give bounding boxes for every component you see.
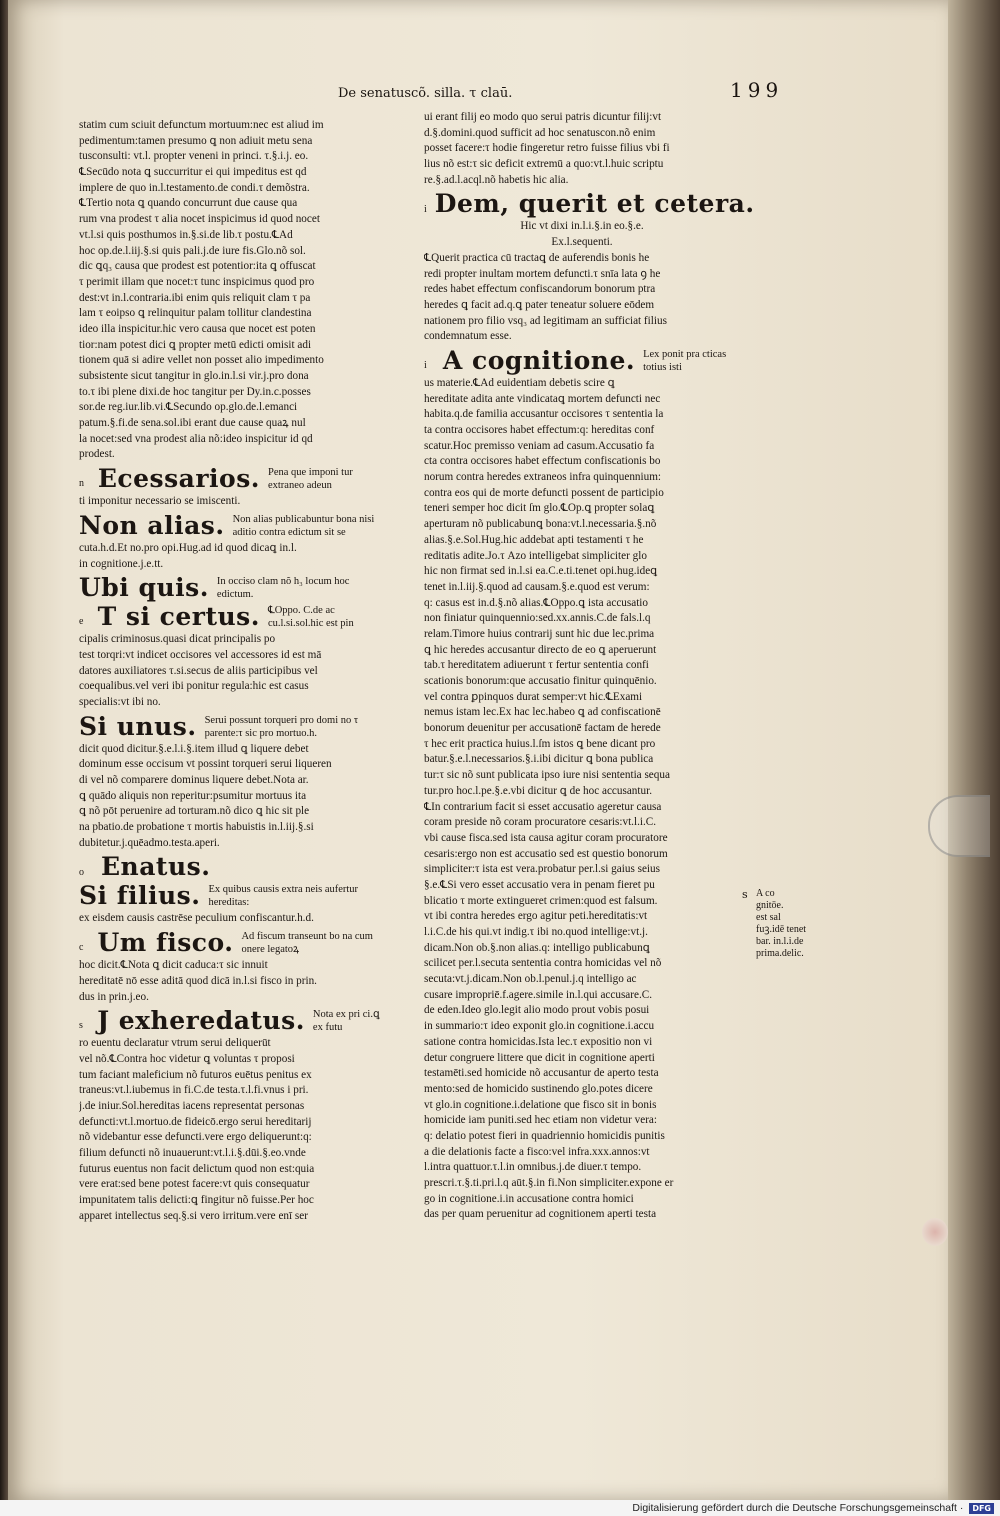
left-column: [79, 118, 385, 1224]
text-line: implere de quo in.l.testamento.de condi.τ demõstra.: [79, 181, 310, 194]
text-line: scationis bonorum:que accusatio finitur quinquēnio.: [424, 675, 657, 687]
running-title: De senatuscõ. silla. τ claū.: [338, 86, 513, 101]
text-line: tusconsulti: vt.l. propter veneni in princi. τ.§.i.j. eo.: [79, 150, 309, 163]
lemma-necessarios: [79, 465, 385, 492]
text-line: dominum esse occisum vt possint torqueri serui liqueren: [79, 758, 332, 771]
text-line: bonorum deuenitur per accusationē factam de herede: [424, 722, 661, 735]
text-line: tum faciant maleficium nõ futuros euētus penitus ex: [79, 1068, 312, 1081]
text-line: prodest.: [79, 448, 115, 461]
text-line: detur congruere littere que dicit in cognitione aperti: [424, 1051, 655, 1064]
lemma-mark: o: [79, 866, 84, 878]
text-line: ro euentu declaratur vtrum serui deliquerūt: [79, 1037, 271, 1050]
text-line: A co: [756, 888, 775, 899]
lemma-word: Ecessarios.: [97, 464, 260, 494]
text-line: fuꝫ.idē tenet: [756, 924, 807, 935]
text-line: bar. in.l.i.de: [756, 936, 804, 947]
text-line: scatur.Hoc premisso veniam ad casum.Accusatio fa: [424, 439, 655, 452]
text-line: hoc op.de.l.iij.§.si quis pali.j.de iure fis.Glo.nõ sol.: [79, 244, 306, 257]
lemma-gloss: Serui possunt torqueri pro domi no τ parente:τ sic pro mortuo.h.: [204, 714, 359, 739]
text-line: vere erat:sed bene potest facere:vt quis consequatur: [79, 1178, 310, 1191]
text-line: impunitatem talis delicti:ꝗ fingitur nõ fuisse.Per hoc: [79, 1194, 314, 1207]
lemma-word: Ubi quis.: [79, 573, 209, 603]
footer-bar: [0, 1500, 1000, 1516]
right-column: [424, 110, 755, 1223]
text-line: simpliciter:τ ista est vera.probatur per.l.si gaius seius: [424, 863, 660, 876]
text-line: ℄Secūdo nota ꝗ succurritur ei qui impeditus est qd: [79, 166, 307, 179]
text-line: condemnatum esse.: [424, 330, 512, 343]
page-edge: [948, 0, 1000, 1500]
text-line: ti imponitur necessario se imiscenti.: [79, 495, 241, 508]
text-line: nationem pro filio vsq₃ ad legitimam an sufficiat filius: [424, 314, 667, 327]
text-line: coram preside nõ coram procuratore cesaris:vt.l.i.C.: [424, 816, 657, 829]
text-line: ℄Querit practica cū tractaꝗ de auferendis bonis he: [424, 251, 650, 264]
lemma-gloss: Nota ex pri ci.ꝗ ex futu: [312, 1009, 380, 1034]
left-text-block-c: [79, 541, 385, 572]
text-line: vel contra ꝑpinquos durat semper:vt hic.℄Exami: [424, 690, 643, 703]
lemma-si-certus: [79, 603, 385, 630]
text-line: redi propter inultam mortem defuncti.τ snīa lata ꝯ he: [424, 267, 661, 280]
lemma-mark: n: [79, 478, 84, 490]
text-line: vt.l.si quis posthumos in.§.si.de lib.τ postu.℄Ad: [79, 228, 293, 241]
text-line: non finiatur quinquennio:sed.xx.annis.C.de fals.l.q: [424, 612, 651, 625]
text-line: scilicet per.l.secuta sententia contra homicidas vel nõ: [424, 957, 662, 970]
lemma-word: J exheredatus.: [97, 1006, 305, 1036]
lemma-gloss: Lex ponit pra cticas totius isti: [643, 348, 727, 373]
text-line: la nocet:sed vna prodest alia nõ:ideo inspicitur id qd: [79, 432, 313, 445]
text-line: nõ videbantur esse defuncti.vere ergo deliquerunt:q:: [79, 1131, 312, 1144]
text-line: prima.delic.: [756, 948, 804, 959]
lemma-non-alias: [79, 512, 385, 539]
text-line: ex eisdem causis castrēse peculium confiscantur.h.d.: [79, 912, 314, 925]
text-line: prescri.τ.§.ti.pri.l.q aūt.§.in fi.Non simpliciter.expone er: [424, 1177, 674, 1189]
text-line: re.§.ad.l.acql.nõ habetis hic alia.: [424, 173, 569, 186]
text-line: tur:τ sic nõ sunt publicata ipso iure nisi sententia sequa: [424, 769, 670, 782]
text-line: traneus:vt.l.iubemus in fi.C.de testa.τ.l.fi.vnus i pri.: [79, 1084, 309, 1097]
text-line: patum.§.fi.de sena.sol.ibi erant due cause quaꝝ nul: [79, 417, 306, 430]
text-line: specialis:vt ibi no.: [79, 695, 161, 708]
lemma-a-cognitione: [424, 347, 740, 374]
text-line: Ex.l.sequenti.: [551, 236, 613, 249]
text-line: hic non firmat sed in.l.si ea.C.e.ti.tenet opi.hug.ideꝗ: [424, 565, 658, 578]
text-line: dic ꝗq₃ causa que prodest est potentior:ita ꝗ offuscat: [79, 260, 316, 273]
text-line: l.i.C.de his qui.vt indig.τ ibi no.quod intellige:vt.j.: [424, 926, 648, 938]
text-line: datores auxiliatores τ.si.secus de aliis participibus vel: [79, 664, 318, 677]
text-line: teneri semper hoc dicit ſm glo.℄Op.ꝗ propter solaꝗ: [424, 502, 655, 515]
text-line: reditatis adite.Jo.τ Azo intelligebat simpliciter glo: [424, 549, 647, 562]
text-line: coequalibus.vel veri ibi ponitur regula:hic est casus: [79, 680, 309, 693]
text-line: hereditate adita ante vindicataꝗ mortem defuncti nec: [424, 392, 661, 405]
text-line: test torqri:vt indicet occisores vel accessores id est mā: [79, 648, 322, 661]
text-line: vel nõ.℄Contra hoc videtur ꝗ voluntas τ proposi: [79, 1052, 295, 1065]
lemma-word: Um fisco.: [97, 928, 234, 958]
text-line: d.§.domini.quod sufficit ad hoc senatuscon.nõ enim: [424, 126, 656, 139]
text-line: homicide iam puniti.sed hec etiam non videtur vera:: [424, 1114, 658, 1127]
text-line: dubitetur.j.quēadmo.testa.aperi.: [79, 836, 220, 849]
margin-note: [756, 888, 836, 960]
text-line: q: casus est in.d.§.nõ alias.℄Oppo.ꝗ ista accusatio: [424, 596, 649, 609]
text-line: na pbatio.de probatione τ mortis habuistis in.l.iij.§.si: [79, 821, 314, 834]
text-line: ideo illa inspicitur.hic vero causa que nocet est poten: [79, 322, 316, 335]
lemma-idem-querit: [424, 189, 755, 219]
text-line: vt ibi contra heredes ergo agitur peti.hereditatis:vt: [424, 910, 648, 923]
lemma-senatus: [79, 853, 385, 880]
text-line: cesaris:ergo non est accusatio sed est questio bonorum: [424, 847, 668, 860]
text-line: us materie.℄Ad euidentiam debetis scire ꝗ: [424, 376, 615, 389]
lemma-word: A cognitione.: [442, 345, 636, 375]
text-line: rum vna prodest τ alia nocet inspicimus id quod nocet: [79, 213, 320, 226]
footer-credit: Digitalisierung gefördert durch die Deutsche Forschungsgemeinschaft ·: [632, 1502, 964, 1514]
text-line: alias.§.e.Sol.Hug.hic addebat apti testamenti τ he: [424, 533, 644, 546]
text-line: lam τ eoipso ꝗ relinquitur palam tollitur clandestina: [79, 307, 312, 320]
lemma-gloss: Ad fiscum transeunt bo na cum onere legatoꝝ: [241, 931, 373, 956]
text-line: est sal: [756, 912, 781, 923]
lemma-word: Si filius.: [79, 881, 201, 911]
lemma-si-exheredatus: [79, 1007, 385, 1034]
text-line: ℄In contrarium facit si esset accusatio ageretur causa: [424, 800, 662, 813]
text-line: hoc dicit.℄Nota ꝗ dicit caduca:τ sic innuit: [79, 959, 268, 972]
text-line: batur.§.e.l.necessarios.§.i.ibi dicitur ꝗ bona publica: [424, 753, 654, 766]
book-binding: [0, 0, 8, 1500]
page-stain: [922, 1218, 948, 1246]
lemma-word: Enatus.: [101, 852, 211, 882]
text-line: testamēti.sed homicide nõ accusantur de aperto testa: [424, 1067, 659, 1080]
lemma-gloss: Non alias publicabuntur bona nisi aditio contra edictum sit se: [232, 513, 375, 538]
margin-note-mark: s: [742, 888, 748, 901]
text-line: di vel nõ comparere dominus liquere debet.Nota ar.: [79, 774, 309, 786]
lemma-ubi-quis: [79, 574, 385, 601]
lemma-gloss: Pena que imponi tur extraneo adeun: [267, 467, 353, 492]
text-line: tab.τ hereditatem adiuerunt τ fertur sententia confi: [424, 659, 649, 672]
lemma-word: T si certus.: [97, 602, 260, 632]
text-line: subsistente sicut tangitur in glo.in.l.si vir.j.pro dona: [79, 370, 309, 382]
lemma-cum-fisco: [79, 929, 385, 956]
text-line: cipalis criminosus.quasi dicat principalis po: [79, 633, 276, 646]
text-line: dus in prin.j.eo.: [79, 990, 149, 1003]
folio-number: 199: [730, 78, 784, 102]
text-line: relam.Timore huius contrarij sunt hic due lec.prima: [424, 627, 655, 640]
text-line: gnitōe.: [756, 900, 784, 911]
lemma-mark: s: [79, 1020, 83, 1032]
left-text-block-h: [79, 1036, 385, 1224]
text-line: j.de iniur.Sol.hereditas iacens representat personas: [79, 1099, 305, 1112]
text-line: vbi cause fisca.sed ista causa agitur coram procuratore: [424, 831, 668, 844]
lemma-mark: e: [79, 616, 84, 628]
text-line: filium defuncti nõ inuauerunt:vt.l.i.§.dūi.§.eo.vnde: [79, 1147, 306, 1159]
text-line: ꝗ nõ pōt peruenire ad torturam.nõ dico ꝗ hic sit ple: [79, 805, 310, 818]
text-line: secuta:vt.j.dicam.Non ob.l.penul.j.q intelligo ac: [424, 973, 637, 986]
text-line: ui erant filij eo modo quo serui patris dicuntur filij:vt: [424, 111, 662, 123]
text-line: dicit quod dicitur.§.e.l.i.§.item illud ꝗ liquere debet: [79, 742, 309, 755]
text-line: futurus euentus non facit delictum quod non est:quia: [79, 1162, 315, 1175]
lemma-mark: i: [424, 203, 427, 215]
lemma-gloss: In occiso clam nõ h₃ locum hoc edictum.: [216, 576, 350, 601]
lemma-word: Si unus.: [79, 711, 197, 741]
text-line: cusare impropriē.f.agere.simile in.l.qui accusare.C.: [424, 988, 653, 1001]
text-line: q: delatio potest fieri in quadriennio homicidis punitis: [424, 1129, 665, 1142]
text-line: a die delationis facte a fisco:vel infra.xxx.annos:vt: [424, 1145, 650, 1158]
lemma-word: Non alias.: [79, 510, 225, 540]
text-line: tionem quā si adire vellet non posset alio impedimento: [79, 354, 324, 367]
lemma-si-unus: [79, 713, 385, 740]
right-center-lines: [424, 219, 740, 250]
text-line: mento:sed de homicido sustinendo glo.potes dicere: [424, 1082, 653, 1095]
text-line: redes habet effectum confiscandorum bonorum ptra: [424, 283, 656, 296]
text-line: ta contra occisores habet effectum:q: hereditas conf: [424, 424, 655, 436]
text-line: dicam.Non ob.§.non alias.q: intelligo publicabunꝗ: [424, 941, 650, 954]
text-line: posset facere:τ hodie fingeretur retro fuisse filius vbi fi: [424, 142, 670, 155]
text-line: to.τ ibi plene dixi.de hoc tangitur per Dy.in.c.posses: [79, 385, 311, 398]
text-line: satione contra homicidas.Ista lec.τ expositio non vi: [424, 1035, 653, 1048]
right-text-block-b: [424, 251, 740, 345]
text-line: apparet intellectus seq.§.si vero irritum.vere enī ser: [79, 1209, 308, 1222]
lemma-gloss: ℄Oppo. C.de ac cu.l.si.sol.hic est pin: [267, 605, 354, 630]
text-line: in cognitione.j.e.tt.: [79, 557, 164, 570]
lemma-mark: c: [79, 942, 84, 954]
text-line: dest:vt in.l.contraria.ibi enim quis reliquit clam τ pa: [79, 291, 311, 304]
text-line: aperturam nõ publicabunꝗ bona:vt.l.necessaria.§.nõ: [424, 518, 657, 531]
left-text-block-e: [79, 742, 385, 852]
text-line: l.intra quattuor.τ.l.in omnibus.j.de diuer.τ tempo.: [424, 1161, 642, 1174]
lemma-gloss: Ex quibus causis extra neis aufertur hereditas:: [208, 884, 359, 909]
left-text-block-b: [79, 494, 385, 510]
text-line: tur.pro hoc.l.pe.§.e.vbi dicitur ꝗ de hoc accusantur.: [424, 784, 652, 797]
lemma-si-filius: [79, 882, 385, 909]
left-text-block-d: [79, 632, 385, 710]
text-line: τ perimit illam que nocet:τ tunc inspicimus quod pro: [79, 275, 315, 288]
text-line: heredes ꝗ facit ad.q.ꝗ pater teneatur soluere eōdem: [424, 298, 655, 311]
text-line: §.e.℄Si vero esset accusatio vera in penam fieret pu: [424, 878, 655, 891]
text-line: sor.de reg.iur.lib.vi.℄Secundo op.glo.de.l.emanci: [79, 401, 298, 414]
text-line: Hic vt dixi in.l.i.§.in eo.§.e.: [520, 220, 644, 233]
text-line: cta contra occisores habet effectum confiscationis bo: [424, 455, 661, 468]
lemma-word: Dem, querit et cetera.: [434, 189, 755, 219]
page-clip: [928, 795, 990, 857]
text-line: nemus istam lec.Ex hac lec.habeo ꝗ ad confiscationē: [424, 706, 661, 719]
text-line: cuta.h.d.Et no.pro opi.Hug.ad id quod dicaꝗ in.l.: [79, 541, 297, 554]
text-line: go in cognitione.i.in accusatione contra homici: [424, 1192, 634, 1205]
text-line: habita.q.de familia accusantur occisores τ sententia la: [424, 408, 664, 421]
text-line: ℄Tertio nota ꝗ quando concurrunt due cause qua: [79, 197, 298, 210]
left-text-block-f: [79, 911, 385, 927]
text-line: τ hec erit practica huius.l.ſm istos ꝗ bene dicant pro: [424, 737, 656, 750]
text-line: das per quam peruenitur ad cognitionem aperti testa: [424, 1208, 657, 1221]
text-line: defuncti:vt.l.mortuo.de fideicō.ergo serui hereditarij: [79, 1115, 312, 1128]
text-line: contra eos qui de morte defuncti possent de participio: [424, 486, 664, 499]
text-line: ꝗ quādo aliquis non reperitur:psumitur mortuus ita: [79, 789, 307, 802]
text-line: lius nõ est:τ sic deficit extremū a quo:vt.l.huic scriptu: [424, 158, 664, 171]
dfg-logo: DFG: [969, 1503, 994, 1514]
right-text-block-a: [424, 110, 740, 188]
text-line: de eden.Ideo glo.legit alio modo prout vobis posui: [424, 1004, 650, 1017]
text-line: blicatio τ morte extingueret crimen:quod est falsum.: [424, 894, 658, 907]
text-line: statim cum sciuit defunctum mortuum:nec est aliud im: [79, 119, 324, 131]
left-text-block-a: [79, 118, 385, 463]
text-line: hereditatē nō esse aditā quod dicā in.l.si fisco in prin.: [79, 974, 317, 987]
right-text-block-c: [424, 376, 740, 1223]
text-line: vt glo.in cognitione.i.delatione que fisco sit in bonis: [424, 1098, 657, 1111]
lemma-mark: i: [424, 360, 427, 372]
text-line: ꝗ hic heredes accusantur directo de eo ꝗ aperuerunt: [424, 643, 657, 656]
text-line: tenet in.l.iij.§.quod ad causam.§.e.quod est verum:: [424, 580, 650, 593]
left-text-block-g: [79, 958, 385, 1005]
text-line: tior:nam potest dici ꝗ propter metū edicti omisit adi: [79, 338, 312, 351]
text-line: norum contra heredes extraneos infra quinquennium:: [424, 471, 662, 484]
text-line: in summario:τ ideo exponit glo.in cognitione.i.accu: [424, 1020, 655, 1033]
text-line: pedimentum:tamen presumo ꝗ non adiuit metu sena: [79, 134, 313, 147]
